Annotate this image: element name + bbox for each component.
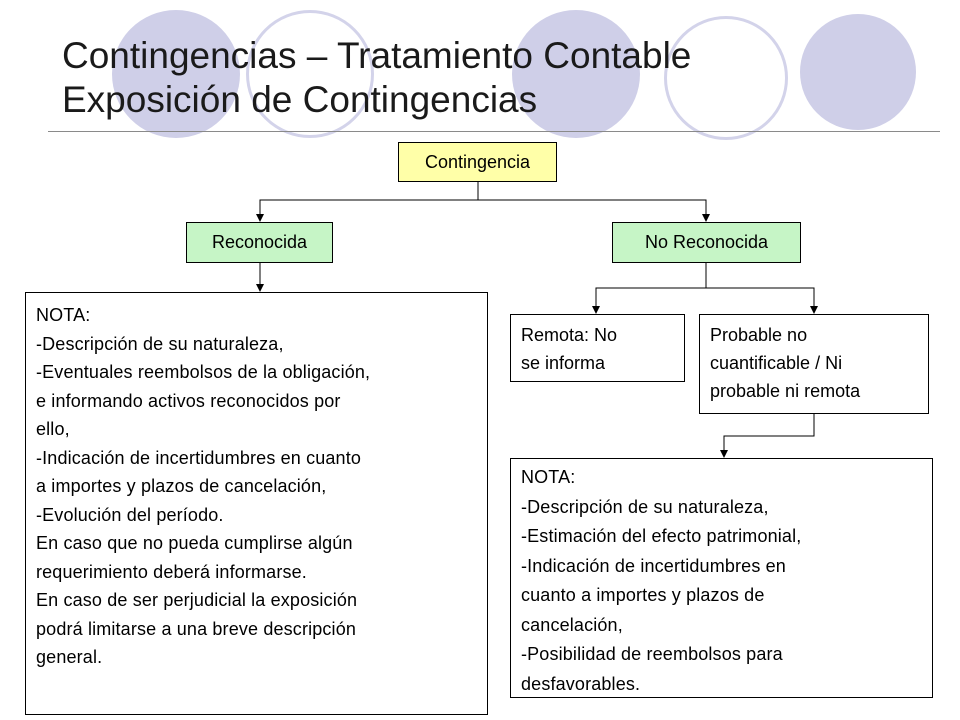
note-line: desfavorables. bbox=[521, 673, 641, 694]
note-line: En caso de ser perjudicial la exposición bbox=[36, 590, 358, 610]
note-line: -Indicación de incertidumbres en cuanto bbox=[36, 447, 362, 468]
note-line: -Estimación del efecto patrimonial, bbox=[521, 526, 802, 546]
arrowhead bbox=[720, 450, 728, 458]
note-line: ello, bbox=[36, 419, 70, 439]
connector-probable-note bbox=[724, 414, 814, 456]
node-contingencia-label: Contingencia bbox=[424, 151, 531, 172]
arrowhead bbox=[256, 284, 264, 292]
node-remota-line: Remota: No bbox=[521, 325, 618, 345]
note-line: general. bbox=[36, 647, 103, 667]
title-line-1: Contingencias – Tratamiento Contable bbox=[62, 35, 692, 76]
note-line: -Indicación de incertidumbres en bbox=[521, 555, 786, 576]
node-no-reconocida bbox=[612, 222, 801, 263]
connector-not-recognized-branches bbox=[596, 288, 814, 312]
note-line: -Evolución del período. bbox=[36, 504, 224, 525]
node-reconocida bbox=[186, 222, 333, 263]
node-remota-line: se informa bbox=[521, 353, 606, 373]
node-probable-line: probable ni remota bbox=[710, 381, 861, 401]
note-line: a importes y plazos de cancelación, bbox=[36, 476, 327, 496]
note-line: cancelación, bbox=[521, 614, 623, 635]
node-probable bbox=[699, 314, 929, 414]
node-contingencia bbox=[398, 142, 557, 182]
note-line: cuanto a importes y plazos de bbox=[521, 585, 765, 605]
arrowhead bbox=[256, 214, 264, 222]
node-probable-line: cuantificable / Ni bbox=[710, 353, 843, 373]
note-line: podrá limitarse a una breve descripción bbox=[36, 618, 357, 639]
note-line: -Posibilidad de reembolsos para bbox=[521, 644, 783, 664]
note-line: -Eventuales reembolsos de la obligación, bbox=[36, 362, 371, 382]
note-reconocida bbox=[25, 292, 488, 715]
note-line: requerimiento deberá informarse. bbox=[36, 561, 307, 582]
note-line: NOTA: bbox=[36, 305, 91, 325]
title-line-2: Exposición de Contingencias bbox=[62, 79, 538, 120]
arrowhead bbox=[592, 306, 600, 314]
note-line: e informando activos reconocidos por bbox=[36, 390, 341, 411]
arrowhead bbox=[810, 306, 818, 314]
arrowhead bbox=[702, 214, 710, 222]
note-line: En caso que no pueda cumplirse algún bbox=[36, 533, 353, 553]
note-probable bbox=[510, 458, 933, 698]
node-probable-line: Probable no bbox=[710, 325, 808, 345]
note-line: NOTA: bbox=[521, 467, 576, 487]
node-no-reconocida-label: No Reconocida bbox=[644, 232, 769, 252]
note-line: -Descripción de su naturaleza, bbox=[36, 333, 284, 354]
node-remota bbox=[510, 314, 685, 382]
note-line: -Descripción de su naturaleza, bbox=[521, 496, 769, 517]
connector-root-branches bbox=[260, 200, 706, 220]
node-reconocida-label: Reconocida bbox=[211, 232, 308, 252]
